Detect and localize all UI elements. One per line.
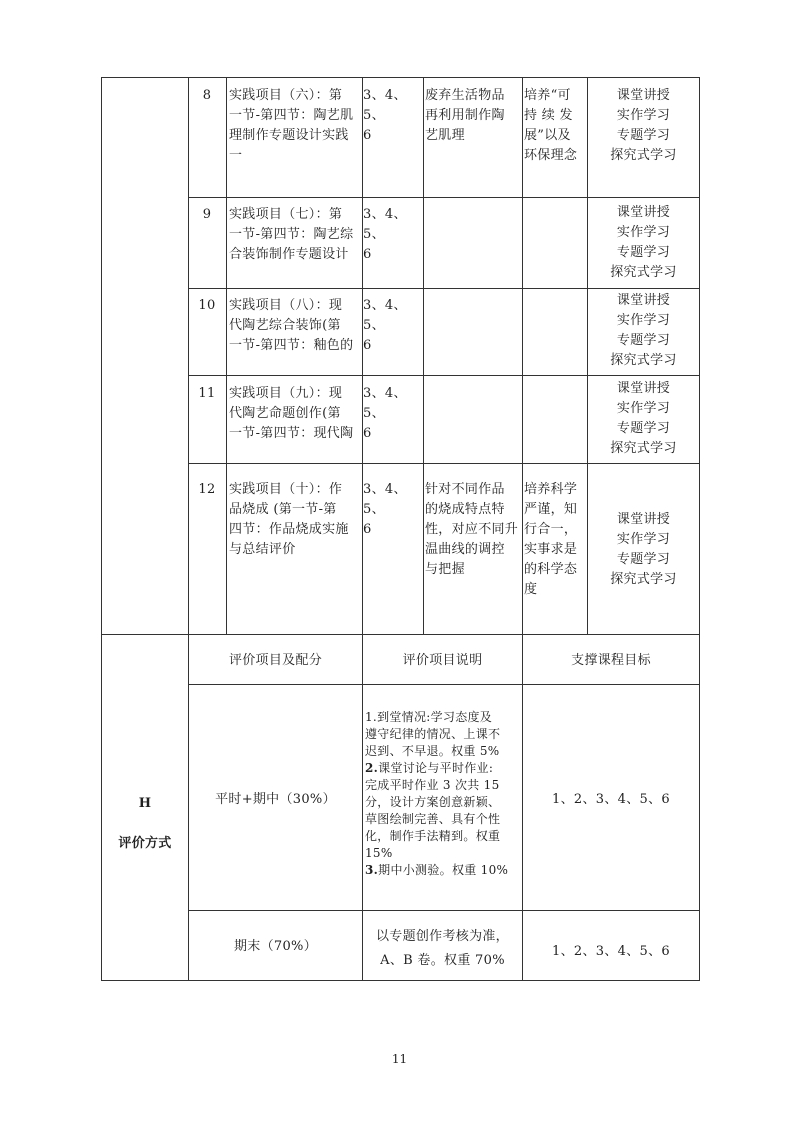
row-number: 11 xyxy=(198,386,216,401)
eval-final-desc: 以专题创作考核为准， A、B 卷。权重 70% xyxy=(375,929,509,968)
eval-regular-desc: 1.到堂情况:学习态度及 遵守纪律的情况、上课不 迟到、不早退。权重 5% 2.课堂讨论与平时作业: 完成平时作业 3 次共 15 分，设计方案创意新颖、 草图绘制完善、具有个性 化，制作手法精到。权重 15% 3.期中小测验。权重 10% xyxy=(365,710,509,877)
eval-header-item: 评价项目及配分 xyxy=(228,653,323,668)
row-methods: 课堂讲授 实作学习 专题学习 探究式学习 xyxy=(610,512,677,587)
col-divider xyxy=(522,77,523,981)
eval-regular-target: 1、2、3、4、5、6 xyxy=(552,792,670,807)
row-ideology: 培养“可 持 续 发 展”以及 环保理念 xyxy=(524,88,578,163)
row-content: 实践项目（六）：第 一节-第四节：陶艺肌 理制作专题设计实践 一 xyxy=(229,88,354,163)
row-content: 实践项目（七）：第 一节-第四节：陶艺综 合装饰制作专题设计 xyxy=(229,207,354,262)
row-content: 实践项目（十）：作 品烧成 (第一节-第 四节：作品烧成实施 与总结评价 xyxy=(229,482,349,557)
eval-header-desc: 评价项目说明 xyxy=(402,653,483,668)
evaluation-letter: H xyxy=(138,796,152,811)
row-divider xyxy=(188,910,700,911)
row-divider xyxy=(188,463,700,464)
row-divider xyxy=(188,288,700,289)
eval-header-target: 支撑课程目标 xyxy=(571,653,651,668)
row-methods: 课堂讲授 实作学习 专题学习 探究式学习 xyxy=(610,205,677,280)
row-number: 12 xyxy=(198,482,216,497)
row-number: 8 xyxy=(202,88,212,103)
row-goals: 3、4、5、 6 xyxy=(363,298,407,353)
page-number: 11 xyxy=(391,1052,408,1066)
eval-final-item: 期末（70%） xyxy=(234,939,317,954)
evaluation-label xyxy=(102,784,188,864)
row-divider xyxy=(188,375,700,376)
row-methods: 课堂讲授 实作学习 专题学习 探究式学习 xyxy=(610,293,677,368)
row-content: 实践项目（八）：现 代陶艺综合装饰(第 一节-第四节：釉色的 xyxy=(229,298,354,353)
row-divider xyxy=(188,197,700,198)
evaluation-title: 评价方式 xyxy=(118,836,172,851)
row-divider xyxy=(188,684,700,685)
col-divider xyxy=(226,77,227,634)
row-goals: 3、4、5、 6 xyxy=(363,207,407,262)
row-number: 10 xyxy=(198,298,216,313)
section-divider xyxy=(101,634,700,635)
row-methods: 课堂讲授 实作学习 专题学习 探究式学习 xyxy=(610,381,677,456)
eval-final-target: 1、2、3、4、5、6 xyxy=(552,944,670,959)
row-ideology: 培养科学 严谨，知 行合一， 实事求是 的科学态 度 xyxy=(524,482,578,597)
row-number: 9 xyxy=(202,207,212,222)
row-goals: 3、4、5、 6 xyxy=(363,482,407,537)
table-border-top xyxy=(101,77,700,78)
eval-regular-item: 平时+期中（30%） xyxy=(215,792,336,807)
row-goals: 3、4、5、 6 xyxy=(363,88,407,143)
row-points: 针对不同作品 的烧成特点特 性，对应不同升 温曲线的调控 与把握 xyxy=(425,482,519,577)
row-goals: 3、4、5、 6 xyxy=(363,386,407,441)
row-content: 实践项目（九）：现 代陶艺命题创作(第 一节-第四节：现代陶 xyxy=(229,386,354,441)
row-methods: 课堂讲授 实作学习 专题学习 探究式学习 xyxy=(610,88,677,163)
row-points: 废弃生活物品 再利用制作陶 艺肌理 xyxy=(425,88,505,143)
table-border-bottom xyxy=(101,980,700,981)
table-border-right xyxy=(699,77,700,981)
